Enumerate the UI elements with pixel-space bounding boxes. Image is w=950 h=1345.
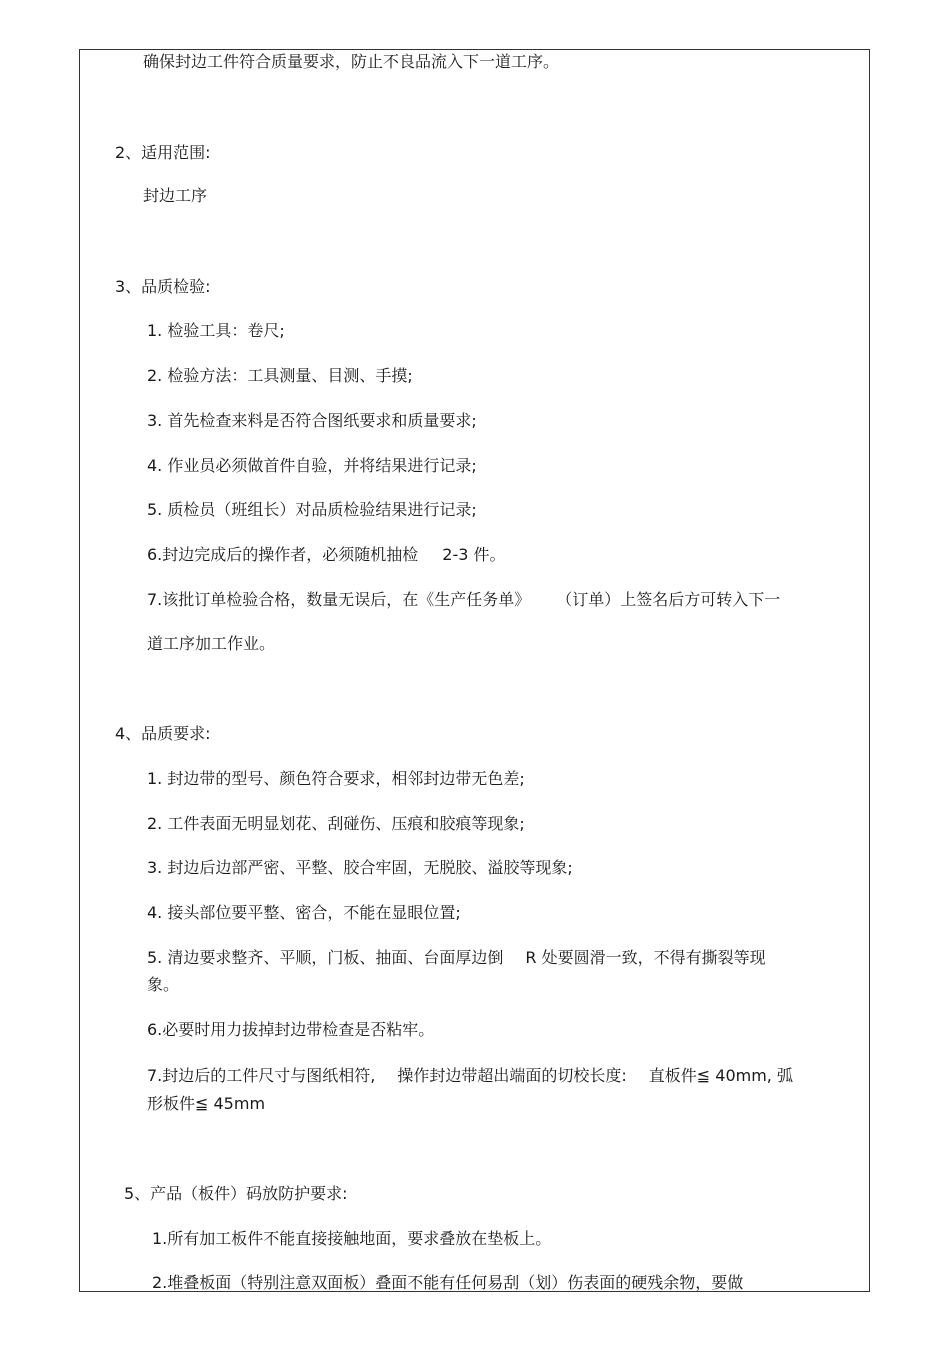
section-heading-scope: 2、适用范围: bbox=[115, 143, 211, 162]
requirement-item-5-part-a: 5. 清边要求整齐、平顺，门板、抽面、台面厚边倒 bbox=[147, 948, 504, 967]
storage-item-1: 1.所有加工板件不能直接接触地面，要求叠放在垫板上。 bbox=[152, 1229, 552, 1248]
requirement-item-6: 6.必要时用力拔掉封边带检查是否粘牢。 bbox=[147, 1020, 435, 1039]
section-heading-storage: 5、产品（板件）码放防护要求: bbox=[124, 1184, 348, 1203]
section-heading-inspection: 3、品质检验: bbox=[115, 277, 211, 296]
section-heading-requirements: 4、品质要求: bbox=[115, 724, 211, 743]
inspection-item-4: 4. 作业员必须做首件自验，并将结果进行记录; bbox=[147, 456, 477, 475]
storage-item-2: 2.堆叠板面（特别注意双面板）叠面不能有任何易刮（划）伤表面的硬残余物，要做 bbox=[152, 1273, 744, 1292]
requirement-item-7-part-c: 直板件≦ 40mm, 弧 bbox=[648, 1066, 793, 1085]
requirement-item-1: 1. 封边带的型号、颜色符合要求，相邻封边带无色差; bbox=[147, 769, 525, 788]
requirement-item-7-part-b: 操作封边带超出端面的切校长度: bbox=[397, 1066, 627, 1085]
requirement-item-7-continued: 形板件≦ 45mm bbox=[147, 1094, 266, 1113]
requirement-item-7 bbox=[147, 1066, 793, 1086]
inspection-item-7-part-b: （订单）上签名后方可转入下一 bbox=[556, 590, 781, 609]
requirement-item-7-part-a: 7.封边后的工件尺寸与图纸相符, bbox=[147, 1066, 376, 1085]
purpose-text: 确保封边工件符合质量要求，防止不良品流入下一道工序。 bbox=[143, 52, 560, 71]
inspection-item-6-part-b: 2-3 件。 bbox=[442, 545, 506, 564]
inspection-item-6 bbox=[147, 545, 506, 565]
inspection-item-5: 5. 质检员（班组长）对品质检验结果进行记录; bbox=[147, 500, 477, 519]
inspection-item-6-part-a: 6.封边完成后的操作者，必须随机抽检 bbox=[147, 545, 419, 564]
inspection-item-7 bbox=[147, 590, 780, 610]
requirement-item-5-continued: 象。 bbox=[147, 975, 180, 994]
requirement-item-3: 3. 封边后边部严密、平整、胶合牢固，无脱胶、溢胶等现象; bbox=[147, 858, 573, 877]
requirement-item-2: 2. 工件表面无明显划花、刮碰伤、压痕和胶痕等现象; bbox=[147, 814, 525, 833]
inspection-item-2: 2. 检验方法：工具测量、目测、手摸; bbox=[147, 366, 413, 385]
inspection-item-3: 3. 首先检查来料是否符合图纸要求和质量要求; bbox=[147, 411, 477, 430]
requirement-item-5-part-b: R 处要圆滑一致，不得有撕裂等现 bbox=[525, 948, 766, 967]
scope-content: 封边工序 bbox=[143, 186, 208, 205]
inspection-item-7-part-a: 7.该批订单检验合格，数量无误后，在《生产任务单》 bbox=[147, 590, 531, 609]
inspection-item-1: 1. 检验工具：卷尺; bbox=[147, 321, 285, 340]
requirement-item-5 bbox=[147, 948, 766, 968]
inspection-item-7-continued: 道工序加工作业。 bbox=[147, 634, 276, 653]
requirement-item-4: 4. 接头部位要平整、密合，不能在显眼位置; bbox=[147, 903, 461, 922]
